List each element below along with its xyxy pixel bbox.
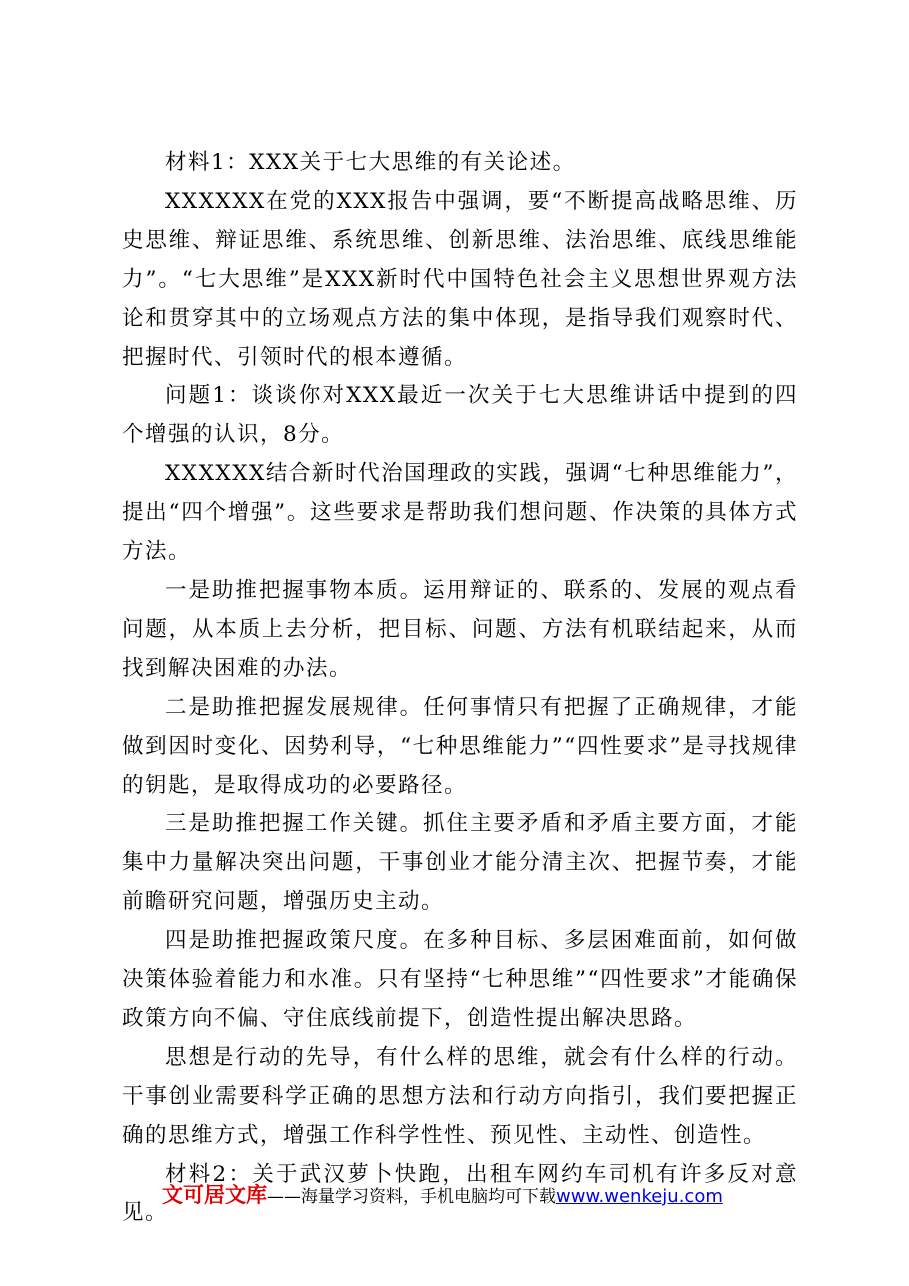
document-body bbox=[122, 144, 798, 1233]
question-1: 问题1：谈谈你对XXX最近一次关于七大思维讲话中提到的四个增强的认识，8分。 bbox=[122, 383, 798, 448]
footer-banner bbox=[162, 1180, 802, 1212]
point-4: 四是助推把握政策尺度。在多种目标、多层困难面前，如何做决策体验着能力和水准。只有坚持“七种思维”“四性要求”才能确保政策方向不偏、守住底线前提下，创造性提出解决思路。 bbox=[122, 928, 798, 1031]
answer-intro: XXXXXX结合新时代治国理政的实践，强调“七种思维能力”，提出“四个增强”。这些要求是帮助我们想问题、作决策的具体方式方法。 bbox=[122, 461, 798, 565]
material-2-heading: 材料2：关于武汉萝卜快跑，出租车网约车司机有许多反对意见。 bbox=[122, 1161, 798, 1226]
footer-dash: —— bbox=[267, 1187, 301, 1207]
footer-brand: 文可居文库 bbox=[162, 1183, 267, 1207]
point-3: 三是助推把握工作关键。抓住主要矛盾和矛盾主要方面，才能集中力量解决突出问题，干事创业才能分清主次、把握节奏，才能前瞻研究问题，增强历史主动。 bbox=[122, 811, 798, 915]
answer-conclusion: 思想是行动的先导，有什么样的思维，就会有什么样的行动。干事创业需要科学正确的思想方法和行动方向指引，我们要把握正确的思维方式，增强工作科学性性、预见性、主动性、创造性。 bbox=[122, 1044, 798, 1148]
point-2: 二是助推把握发展规律。任何事情只有把握了正确规律，才能做到因时变化、因势利导，“七种思维能力”“四性要求”是寻找规律的钥匙，是取得成功的必要路径。 bbox=[122, 694, 798, 798]
footer-tagline: 海量学习资料，手机电脑均可下载 bbox=[301, 1187, 556, 1207]
footer-link[interactable]: www.wenkeju.com bbox=[556, 1186, 723, 1207]
material-1-heading: 材料1：XXX关于七大思维的有关论述。 bbox=[165, 150, 576, 175]
material-1-text: XXXXXX在党的XXX报告中强调，要“不断提高战略思维、历史思维、辩证思维、系统思维、创新思维、法治思维、底线思维能力”。“七大思维”是XXX新时代中国特色社会主义思想世界观方法论和贯穿其中的立场观点方法的集中体现，是指导我们观察时代、把握时代、引领时代的根本遵循。 bbox=[122, 188, 798, 370]
point-1: 一是助推把握事物本质。运用辩证的、联系的、发展的观点看问题，从本质上去分析，把目标、问题、方法有机联结起来，从而找到解决困难的办法。 bbox=[122, 577, 798, 681]
